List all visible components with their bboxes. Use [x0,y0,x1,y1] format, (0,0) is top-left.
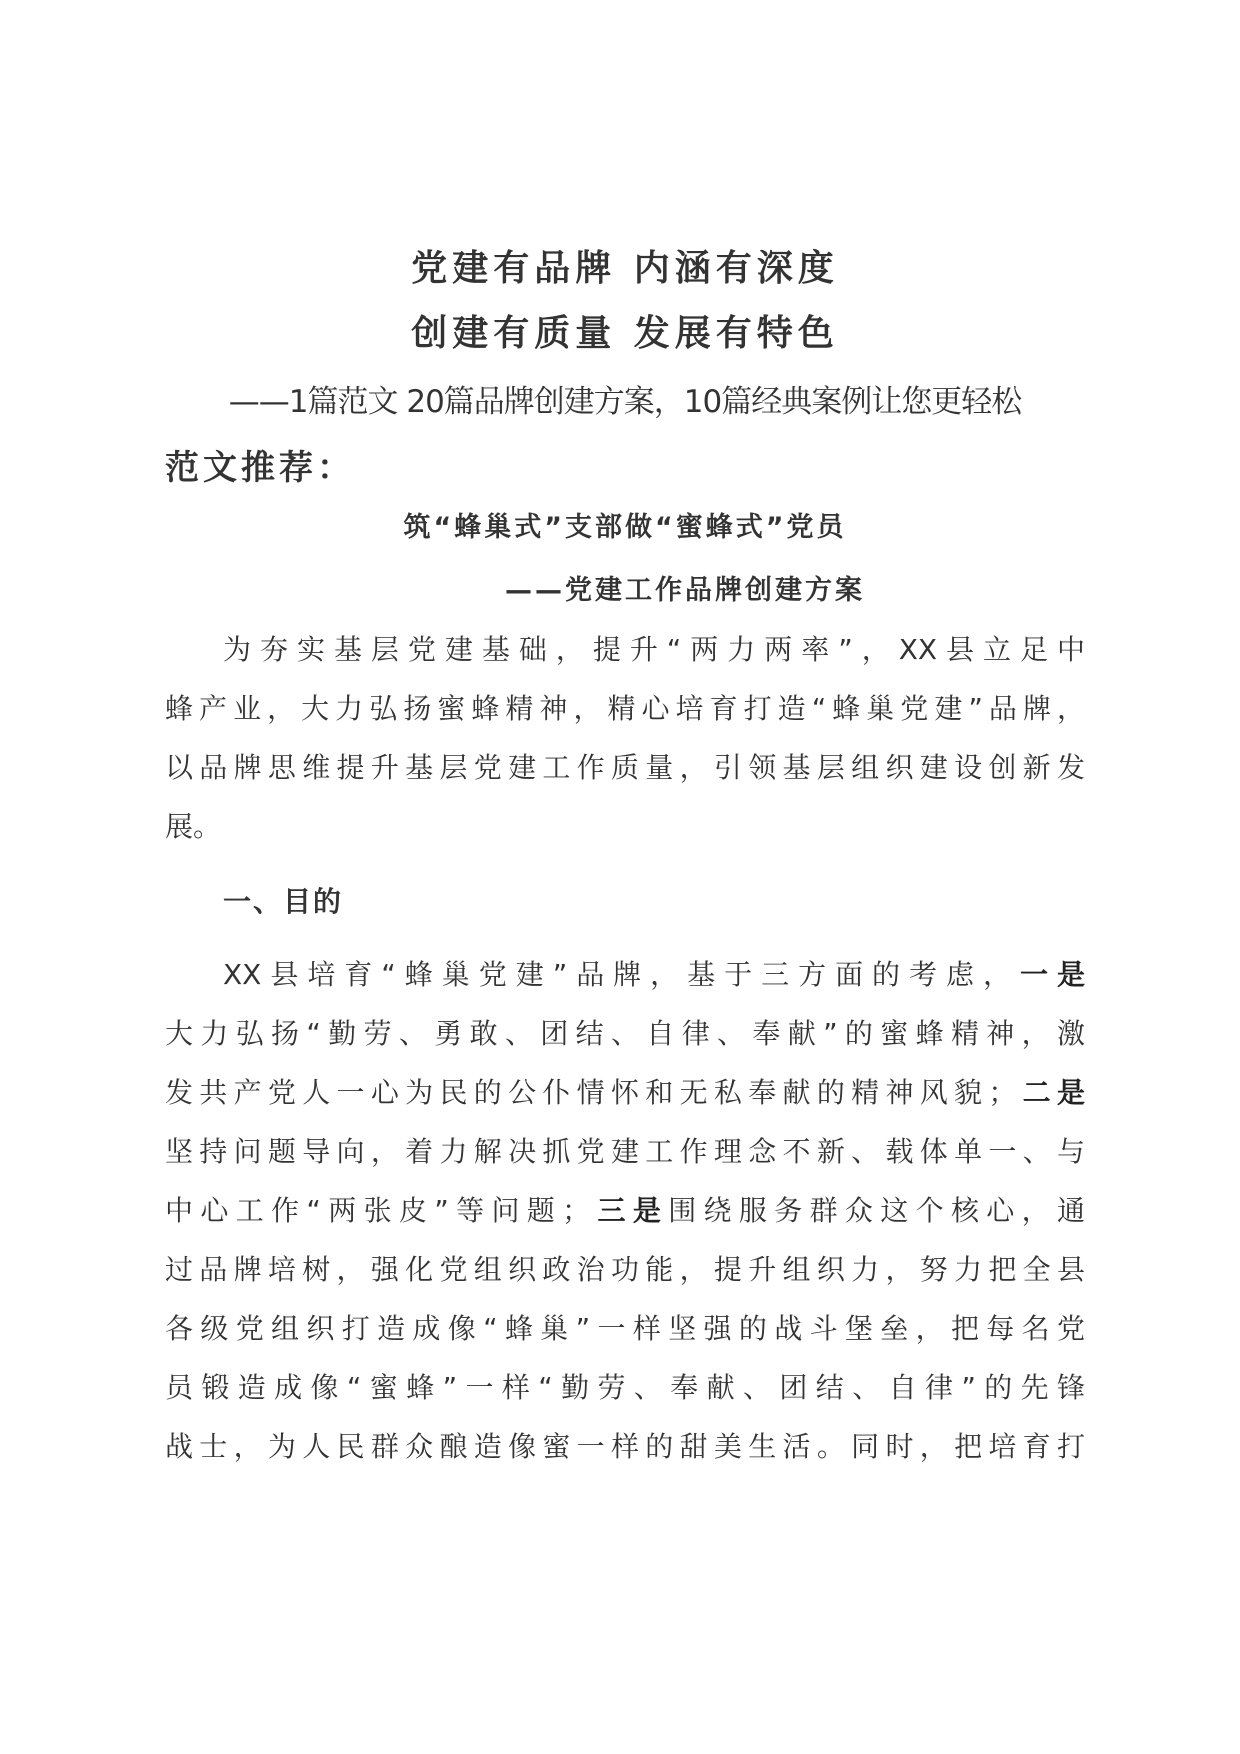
line-text: XX县培育“蜂巢党建”品牌，基于三方面的考虑， [223,958,1020,991]
section-heading: 一、目的 [223,885,344,918]
section-paragraph-line [165,1368,1085,1408]
intro-paragraph-line: 以品牌思维提升基层党建工作质量，引领基层组织建设创新发 [165,751,1085,784]
line-text: 发共产党人一心为民的公仆情怀和无私奉献的精神风貌； [165,1076,1017,1109]
emphasis-text: 一是 [1020,958,1085,991]
main-title-line-1: 党建有品牌 内涵有深度 [411,248,839,289]
article-title: 筑“蜂巢式”支部做“蜜蜂式”党员 [403,512,847,543]
line-text: 各级党组织打造成像“蜂巢”一样坚强的战斗堡垒，把每名党 [165,1312,1085,1345]
intro-paragraph-line: 为夯实基层党建基础，提升“两力两率”，XX县立足中 [223,633,1085,666]
intro-paragraph-line: 蜂产业，大力弘扬蜜蜂精神，精心培育打造“蜂巢党建”品牌， [165,692,1085,725]
line-text: 大力弘扬“勤劳、勇敢、团结、自律、奉献”的蜜蜂精神，激 [165,1017,1085,1050]
recommend-label: 范文推荐： [165,448,355,488]
article-subtitle: ——党建工作品牌创建方案 [505,575,865,606]
section-paragraph-line [165,955,1085,995]
line-text: 围绕服务群众这个核心，通 [668,1194,1085,1227]
section-paragraph-line [165,1073,1085,1113]
line-text: 中心工作“两张皮”等问题； [165,1194,591,1227]
section-paragraph-line [165,1309,1085,1349]
emphasis-text: 二是 [1016,1076,1085,1109]
intro-paragraph-line: 展。 [165,810,222,843]
section-paragraph-line [165,1427,1085,1467]
main-title-line-2: 创建有质量 发展有特色 [411,313,839,354]
section-paragraph-line [165,1132,1085,1172]
line-text: 员锻造成像“蜜蜂”一样“勤劳、奉献、团结、自律”的先锋 [165,1371,1085,1404]
section-paragraph-line [165,1250,1085,1290]
main-subtitle: ——1篇范文 20篇品牌创建方案，10篇经典案例让您更轻松 [228,384,1022,420]
line-text: 战士，为人民群众酿造像蜜一样的甜美生活。同时，把培育打 [165,1430,1085,1463]
line-text: 过品牌培树，强化党组织政治功能，提升组织力，努力把全县 [165,1253,1085,1286]
line-text: 坚持问题导向，着力解决抓党建工作理念不新、载体单一、与 [165,1135,1085,1168]
section-paragraph-line [165,1014,1085,1054]
section-paragraph-line [165,1191,1085,1231]
emphasis-text: 三是 [590,1194,669,1227]
